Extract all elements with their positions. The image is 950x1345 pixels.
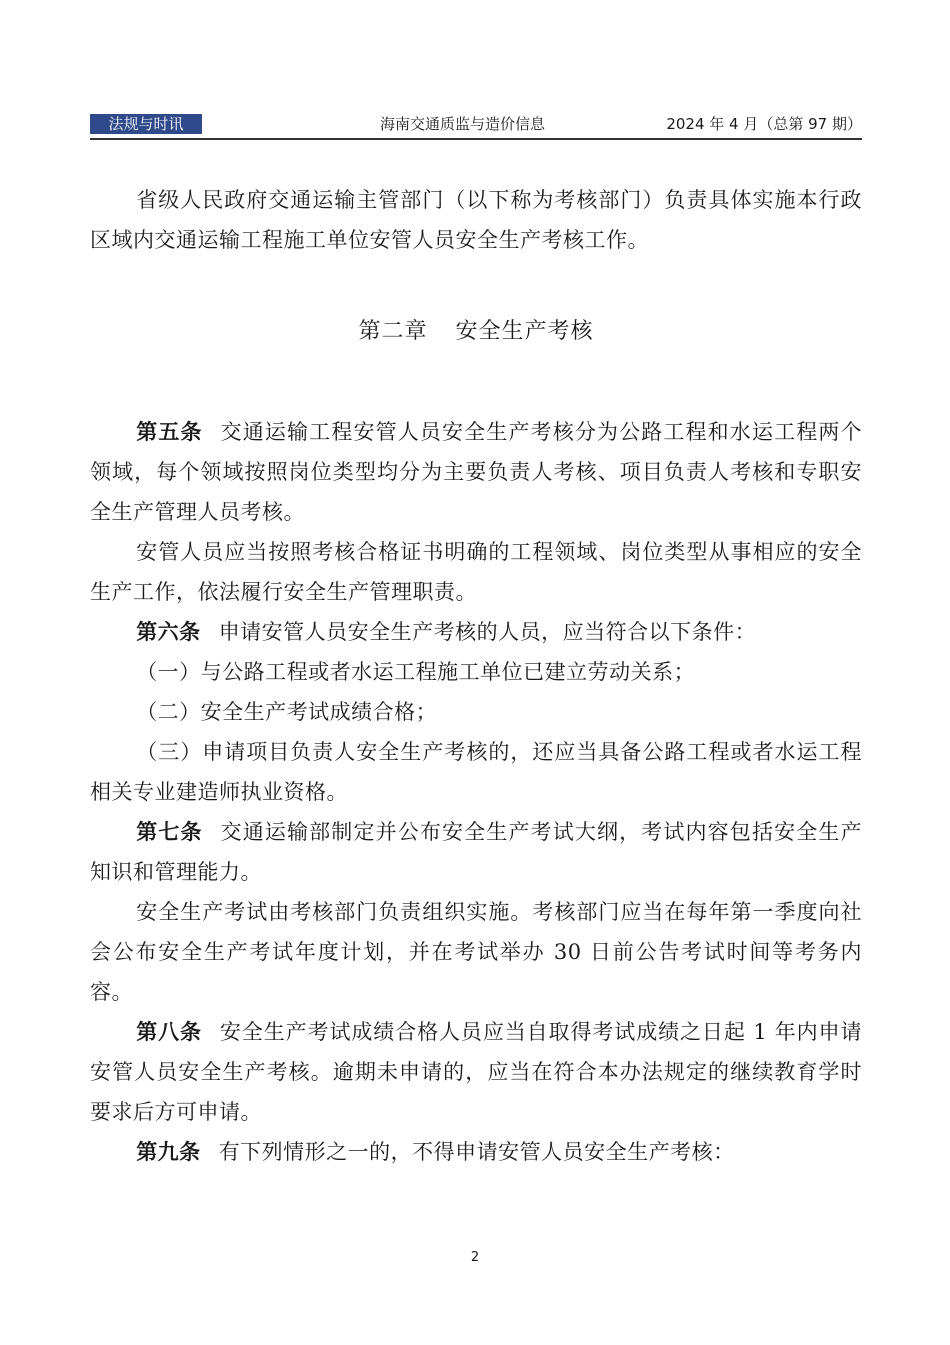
document-body — [90, 180, 862, 1172]
page-header — [90, 112, 862, 136]
article-label: 第七条 — [136, 820, 203, 844]
article-label: 第八条 — [136, 1020, 202, 1044]
chapter-number: 第二章 — [358, 319, 428, 344]
issue-info: 2024 年 4 月（总第 97 期） — [666, 115, 862, 133]
article-text: 申请安管人员安全生产考核的人员，应当符合以下条件： — [218, 620, 757, 644]
paragraph: 安全生产考试由考核部门负责组织实施。考核部门应当在每年第一季度向社会公布安全生产考试年度计划，并在考试举办 30 日前公告考试时间等考务内容。 — [90, 900, 862, 1004]
chapter-title: 安全生产考核 — [455, 319, 594, 344]
article-5 — [90, 412, 862, 532]
page-number: 2 — [470, 1250, 480, 1265]
article-label: 第五条 — [136, 420, 203, 444]
section-badge: 法规与时讯 — [90, 114, 202, 134]
article-7 — [90, 812, 862, 892]
list-item: （一）与公路工程或者水运工程施工单位已建立劳动关系； — [136, 660, 696, 684]
article-text: 交通运输部制定并公布安全生产考试大纲，考试内容包括安全生产知识和管理能力。 — [90, 820, 863, 884]
paragraph: 省级人民政府交通运输主管部门（以下称为考核部门）负责具体实施本行政区域内交通运输工程施工单位安管人员安全生产考核工作。 — [90, 188, 862, 252]
list-item: （三）申请项目负责人安全生产考核的，还应当具备公路工程或者水运工程相关专业建造师执业资格。 — [90, 740, 862, 804]
article-6 — [90, 612, 862, 652]
article-8 — [90, 1012, 862, 1132]
publication-title: 海南交通质监与造价信息 — [380, 115, 546, 133]
paragraph: 安管人员应当按照考核合格证书明确的工程领域、岗位类型从事相应的安全生产工作，依法履行安全生产管理职责。 — [90, 540, 862, 604]
article-label: 第九条 — [136, 1140, 201, 1164]
article-label: 第六条 — [136, 620, 201, 644]
list-item: （二）安全生产考试成绩合格； — [136, 700, 438, 724]
article-text: 有下列情形之一的，不得申请安管人员安全生产考核： — [218, 1140, 735, 1164]
article-text: 安全生产考试成绩合格人员应当自取得考试成绩之日起 1 年内申请安管人员安全生产考核。逾期未申请的，应当在符合本办法规定的继续教育学时要求后方可申请。 — [90, 1020, 862, 1124]
article-text: 交通运输工程安管人员安全生产考核分为公路工程和水运工程两个领域，每个领域按照岗位类型均分为主要负责人考核、项目负责人考核和专职安全生产管理人员考核。 — [90, 420, 863, 524]
header-divider — [90, 138, 862, 140]
article-9 — [90, 1132, 862, 1172]
chapter-heading — [90, 312, 862, 352]
